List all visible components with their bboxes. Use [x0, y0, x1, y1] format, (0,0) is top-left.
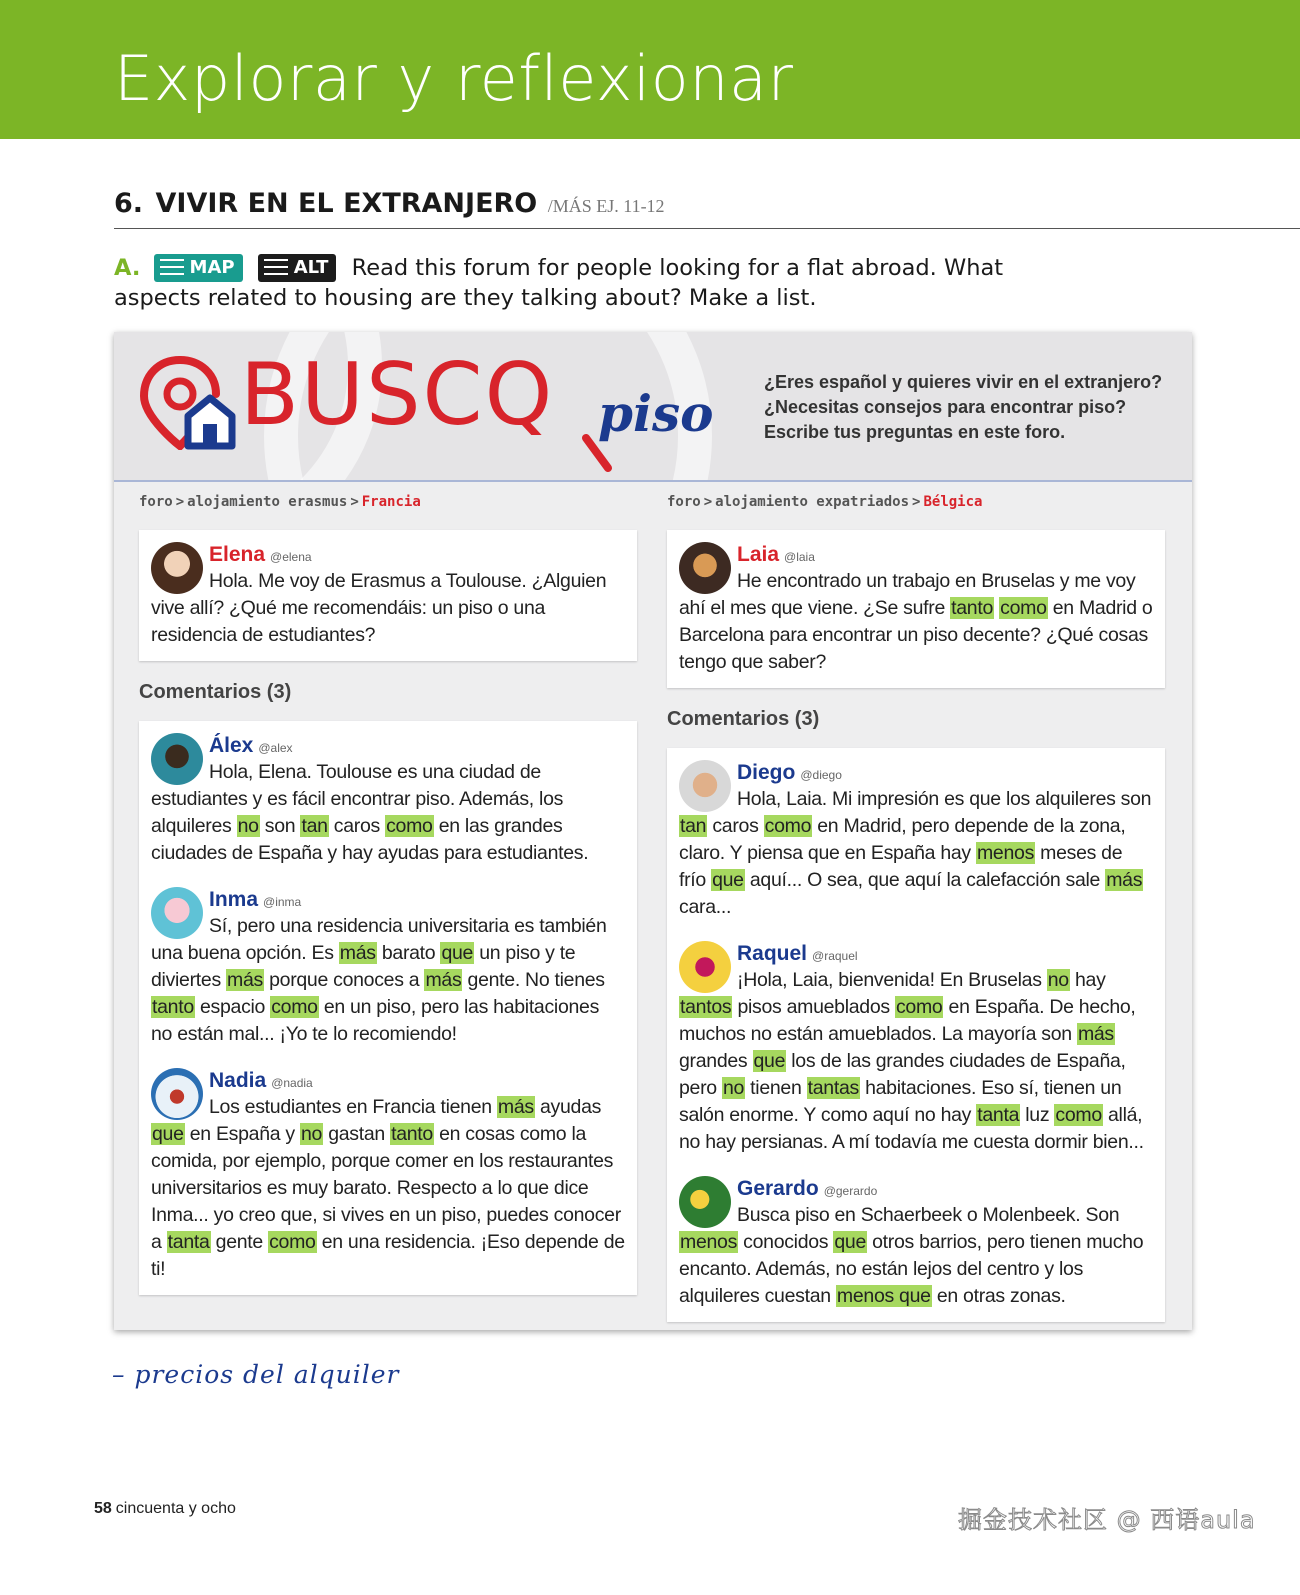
post-header — [679, 542, 1153, 568]
text-segment: en España y — [184, 1123, 300, 1145]
avatar — [151, 1068, 203, 1120]
text-segment: barato — [376, 942, 441, 964]
exercise-number: 6. — [114, 188, 144, 219]
text-segment: hay — [1069, 969, 1106, 991]
post-header — [151, 1068, 625, 1094]
text-segment: porque conoces a — [263, 969, 425, 991]
comment — [151, 1068, 625, 1283]
author-handle[interactable]: @raquel — [812, 949, 858, 963]
watermark: 掘金技术社区 @ 西语aula — [958, 1506, 1256, 1534]
highlighted-word: menos — [976, 842, 1035, 864]
comment — [679, 941, 1153, 1156]
text-segment: caros — [328, 815, 386, 837]
post-text — [679, 786, 1153, 921]
question-post — [139, 530, 637, 661]
forum-column-right — [667, 494, 1165, 1322]
exercise-heading — [114, 188, 1300, 229]
highlighted-word: más — [497, 1096, 534, 1118]
author-handle[interactable]: @diego — [800, 768, 842, 782]
text-segment: en otras zonas. — [931, 1285, 1066, 1307]
page-footer — [94, 1500, 236, 1518]
text-segment: son — [259, 815, 301, 837]
author-name[interactable]: Nadia — [209, 1069, 267, 1092]
text-segment: gente. No tienes — [462, 969, 605, 991]
forum-prompt — [764, 370, 1184, 445]
post-text — [679, 1202, 1153, 1310]
highlighted-word: más — [1106, 869, 1143, 891]
post-header — [679, 760, 1153, 786]
text-segment: en un piso, pero las habitaciones no están mal... ¡Yo te lo recomiendo! — [151, 996, 600, 1045]
highlighted-word: como — [271, 996, 318, 1018]
text-segment: Sí, pero una residencia universitaria es también una buena opción. Es — [151, 915, 607, 964]
text-segment: en una residencia. ¡Eso depende de ti! — [151, 1231, 625, 1280]
text-segment: cara... — [679, 896, 732, 918]
breadcrumb — [139, 494, 637, 514]
forum-prompt-line: ¿Necesitas consejos para encontrar piso? — [764, 397, 1127, 417]
highlighted-word: que — [152, 1123, 184, 1145]
author-handle[interactable]: @nadia — [271, 1076, 313, 1090]
comment — [151, 887, 625, 1048]
comments-label: Comentarios (3) — [139, 681, 292, 703]
highlighted-word: que — [441, 942, 474, 964]
highlighted-word: tanto — [951, 597, 994, 619]
text-segment: Hola, Laia. Mi impresión es que los alquileres son — [737, 788, 1152, 810]
text-segment: un piso y te diviertes — [151, 942, 576, 991]
author-name[interactable]: Laia — [737, 543, 780, 566]
breadcrumb-separator: > — [350, 494, 359, 510]
author-name[interactable]: Inma — [209, 888, 259, 911]
forum-header — [114, 332, 1192, 482]
section-title: Explorar y reflexionar — [114, 42, 794, 115]
text-segment: espacio — [194, 996, 271, 1018]
text-segment: en Madrid, pero depende de la zona, claro. Y piensa que en España hay — [679, 815, 1126, 864]
map-tag-label: MAP — [189, 257, 235, 278]
comments-label: Comentarios (3) — [667, 708, 820, 730]
post-text — [151, 1094, 625, 1283]
breadcrumb-link[interactable]: foro — [667, 494, 701, 510]
forum-prompt-line: ¿Eres español y quieres vivir en el extranjero? — [764, 372, 1163, 392]
question-post — [667, 530, 1165, 688]
alt-tag-label: ALT — [293, 257, 329, 278]
forum-prompt-line: Escribe tus preguntas en este foro. — [764, 422, 1066, 442]
highlighted-word: más — [227, 969, 263, 991]
breadcrumb-separator: > — [912, 494, 921, 510]
logo-wordmark: BUSCQ — [240, 345, 555, 445]
breadcrumb-current[interactable]: Bélgica — [923, 494, 983, 510]
highlighted-word: más — [1077, 1023, 1114, 1045]
highlighted-word: tanta — [977, 1104, 1020, 1126]
text-segment: tienen — [745, 1077, 807, 1099]
highlighted-word: como — [764, 815, 812, 837]
comments-list — [667, 748, 1165, 1322]
highlighted-word: como — [1055, 1104, 1102, 1126]
text-segment: en España. De hecho, muchos no están amueblados. La mayoría son — [679, 996, 1136, 1045]
post-header — [151, 733, 625, 759]
forum-panel — [114, 332, 1192, 1330]
breadcrumb — [667, 494, 1165, 514]
author-name[interactable]: Diego — [737, 761, 796, 784]
author-handle[interactable]: @inma — [263, 895, 302, 909]
comment — [679, 1176, 1153, 1310]
text-segment: pisos amueblados — [732, 996, 895, 1018]
text-segment: en las grandes ciudades de España y hay ayudas para estudiantes. — [151, 815, 589, 864]
highlighted-word: tan — [680, 815, 707, 837]
breadcrumb-current[interactable]: Francia — [361, 494, 421, 510]
text-segment: aquí... O sea, que aquí la calefacción sale — [744, 869, 1106, 891]
instruction-letter: A. — [114, 255, 141, 281]
highlighted-word: más — [425, 969, 462, 991]
forum-column-left — [139, 494, 637, 1295]
avatar — [679, 1176, 731, 1228]
map-tag-button[interactable] — [154, 254, 243, 282]
logo-subword: piso — [598, 384, 714, 443]
highlighted-word: no — [1047, 969, 1069, 991]
text-segment: Busca piso en Schaerbeek o Molenbeek. Son — [737, 1204, 1120, 1226]
list-icon — [264, 259, 288, 275]
highlighted-word: como — [1000, 597, 1047, 619]
highlighted-word: como — [895, 996, 943, 1018]
post-text — [679, 967, 1153, 1156]
highlighted-word: no — [301, 1123, 323, 1145]
highlighted-word: menos que — [836, 1285, 931, 1307]
location-home-icon — [140, 354, 236, 450]
breadcrumb-separator: > — [175, 494, 185, 510]
instruction — [114, 253, 1034, 313]
page-number: 58 — [94, 1500, 112, 1517]
post-text — [151, 759, 625, 867]
page-number-words: cincuenta y ocho — [115, 1500, 236, 1517]
handwritten-answer: – precios del alquiler — [112, 1360, 400, 1389]
highlighted-word: que — [834, 1231, 867, 1253]
instruction-text: Read this forum for people looking for a flat abroad. What aspects related to housing are they talking about? Make a list. — [114, 255, 1004, 311]
alt-tag-button[interactable] — [258, 254, 337, 282]
text-segment: grandes — [679, 1050, 753, 1072]
highlighted-word: que — [712, 869, 744, 891]
comments-list — [139, 721, 637, 1295]
highlighted-word: como — [386, 815, 433, 837]
author-handle[interactable]: @laia — [784, 550, 815, 564]
highlighted-word: no — [237, 815, 259, 837]
avatar — [151, 733, 203, 785]
highlighted-word: no — [722, 1077, 745, 1099]
post — [151, 542, 625, 649]
text-segment: Los estudiantes en Francia tienen — [209, 1096, 497, 1118]
author-handle[interactable]: @elena — [270, 550, 312, 564]
text-segment: gastan — [323, 1123, 391, 1145]
avatar — [679, 941, 731, 993]
text-segment: luz — [1020, 1104, 1055, 1126]
exercise-title: VIVIR EN EL EXTRANJERO — [155, 188, 538, 219]
highlighted-word: tan — [301, 815, 328, 837]
post-text — [679, 568, 1153, 676]
text-segment: Hola, Elena. Toulouse es una ciudad de estudiantes y es fácil encontrar piso. Además, los alquileres — [151, 761, 564, 837]
highlighted-word: tantas — [807, 1077, 859, 1099]
highlighted-word: tantos — [680, 996, 732, 1018]
author-name[interactable]: Elena — [209, 543, 266, 566]
post-header — [151, 887, 625, 913]
exercise-reference: /MÁS EJ. 11-12 — [547, 196, 665, 216]
text-segment: en Madrid o Barcelona para encontrar un piso decente? ¿Qué cosas tengo que saber? — [679, 597, 1153, 673]
text-segment: ¡Hola, Laia, bienvenida! En Bruselas — [737, 969, 1047, 991]
section-header-band — [0, 0, 1300, 139]
post-header — [679, 1176, 1153, 1202]
highlighted-word: tanto — [152, 996, 194, 1018]
text-segment: He encontrado un trabajo en Bruselas y me voy ahí el mes que viene. ¿Se sufre — [679, 570, 1136, 619]
post — [679, 542, 1153, 676]
text-segment: los de las grandes ciudades de España, pero — [679, 1050, 1126, 1099]
comment — [679, 760, 1153, 921]
text-segment: meses de frío — [679, 842, 1123, 891]
list-icon — [160, 259, 184, 275]
highlighted-word: más — [339, 942, 376, 964]
highlighted-word: que — [753, 1050, 786, 1072]
author-handle[interactable]: @alex — [258, 741, 293, 755]
breadcrumb-link[interactable]: alojamiento erasmus — [187, 494, 348, 510]
text-segment: otros barrios, pero tienen mucho encanto. Además, no están lejos del centro y los alquileres cuestan — [679, 1231, 1144, 1307]
highlighted-word: menos — [680, 1231, 738, 1253]
text-segment: en cosas como la comida, por ejemplo, porque comer en los restaurantes universitarios es muy barato. Respecto a lo que dice Inma... yo creo que, si vives en un piso, puedes conocer a — [151, 1123, 621, 1253]
avatar — [679, 542, 731, 594]
breadcrumb-link[interactable]: alojamiento expatriados — [715, 494, 910, 510]
text-segment: gente — [210, 1231, 269, 1253]
text-segment: habitaciones. Eso sí, tienen un salón enorme. Y como aquí no hay — [679, 1077, 1122, 1126]
post-header — [679, 941, 1153, 967]
post-header — [151, 542, 625, 568]
comment — [151, 733, 625, 867]
breadcrumb-separator: > — [703, 494, 713, 510]
author-name[interactable]: Gerardo — [737, 1177, 819, 1200]
text-segment: caros — [707, 815, 764, 837]
avatar — [151, 542, 203, 594]
avatar — [151, 887, 203, 939]
author-handle[interactable]: @gerardo — [823, 1184, 878, 1198]
author-name[interactable]: Raquel — [737, 942, 808, 965]
highlighted-word: como — [269, 1231, 316, 1253]
highlighted-word: tanto — [391, 1123, 433, 1145]
post-text — [151, 913, 625, 1048]
breadcrumb-link[interactable]: foro — [139, 494, 173, 510]
highlighted-word: tanta — [167, 1231, 210, 1253]
text-segment: allá, no hay persianas. A mí todavía me cuesta dormir bien... — [679, 1104, 1144, 1153]
post-text: Hola. Me voy de Erasmus a Toulouse. ¿Alguien vive allí? ¿Qué me recomendáis: un piso o una residencia de estudiantes? — [151, 570, 607, 646]
avatar — [679, 760, 731, 812]
text-segment: ayudas — [534, 1096, 602, 1118]
text-segment: conocidos — [738, 1231, 834, 1253]
author-name[interactable]: Álex — [209, 734, 254, 757]
